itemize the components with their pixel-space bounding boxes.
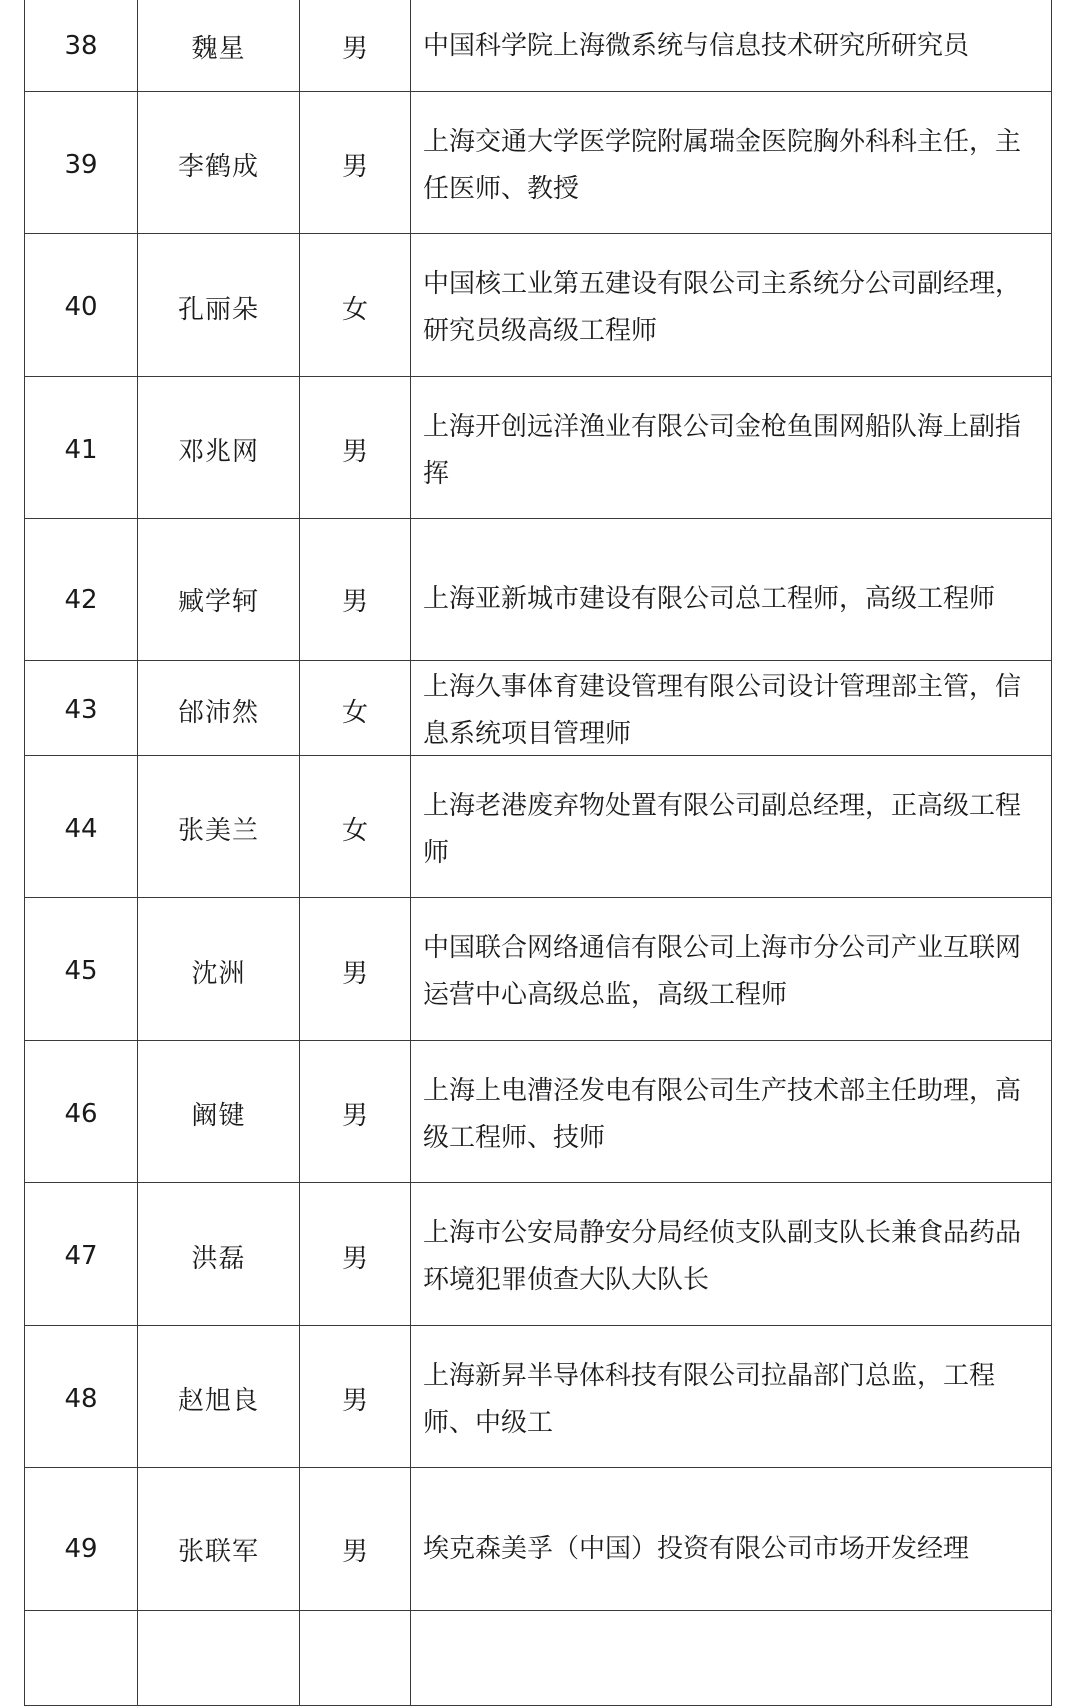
serial-number-cell-text: 49 [64, 1534, 98, 1564]
name-cell-text: 李鹤成 [177, 152, 259, 182]
serial-number-cell [25, 1326, 138, 1468]
gender-cell-text: 男 [341, 1101, 368, 1131]
serial-number-cell [25, 661, 138, 756]
table-row [25, 0, 1052, 92]
serial-number-cell [25, 1183, 138, 1326]
position-line: 研究员级高级工程师 [423, 316, 658, 346]
name-cell-text: 阚键 [191, 1101, 246, 1131]
serial-number-cell-text: 40 [64, 292, 98, 322]
position-line: 环境犯罪侦查大队大队长 [423, 1265, 710, 1295]
position-cell [411, 0, 1052, 92]
position-text [423, 119, 1039, 213]
name-cell [138, 756, 300, 898]
gender-cell [300, 377, 411, 519]
gender-cell [300, 661, 411, 756]
name-cell-text: 臧学轲 [177, 587, 259, 617]
gender-cell [300, 0, 411, 92]
position-text [423, 404, 1039, 498]
serial-number-cell [25, 0, 138, 92]
name-cell-text: 张美兰 [177, 816, 259, 846]
position-cell [411, 92, 1052, 234]
gender-cell [300, 234, 411, 377]
name-cell-text: 孔丽朵 [177, 294, 259, 325]
table-row [25, 1611, 1052, 1706]
name-cell [138, 92, 300, 234]
gender-cell [300, 519, 411, 661]
serial-number-cell-text: 41 [64, 434, 98, 465]
table-row [25, 898, 1052, 1041]
name-cell [138, 1183, 300, 1326]
serial-number-cell [25, 1611, 138, 1706]
position-text [423, 925, 1039, 1019]
name-cell-text: 张联军 [177, 1536, 259, 1567]
name-cell [138, 1611, 300, 1706]
position-cell [411, 1041, 1052, 1183]
serial-number-cell [25, 377, 138, 519]
serial-number-cell-text: 47 [64, 1241, 98, 1271]
serial-number-cell-text: 39 [64, 149, 98, 180]
gender-cell-text: 男 [341, 958, 368, 989]
serial-number-cell [25, 234, 138, 377]
position-cell [411, 661, 1052, 756]
gender-cell-text: 男 [341, 587, 368, 617]
position-cell [411, 1611, 1052, 1706]
position-text [423, 664, 1039, 758]
serial-number-cell-text: 43 [64, 695, 98, 725]
position-line: 上海新昇半导体科技有限公司拉晶部门总监，工程 [423, 1360, 996, 1391]
position-text [423, 576, 1039, 623]
gender-cell-text: 男 [341, 33, 368, 64]
position-text [423, 783, 1039, 877]
name-cell-text: 赵旭良 [177, 1386, 259, 1416]
table-row [25, 756, 1052, 898]
position-cell [411, 756, 1052, 898]
gender-cell [300, 1611, 411, 1706]
gender-cell [300, 92, 411, 234]
position-text [423, 1210, 1039, 1304]
position-line: 挥 [423, 458, 450, 489]
position-text [423, 261, 1039, 355]
serial-number-cell-text: 46 [64, 1098, 98, 1129]
position-line: 师 [423, 837, 450, 868]
position-line: 级工程师、技师 [423, 1122, 606, 1153]
table-row [25, 1326, 1052, 1468]
table-row [25, 1183, 1052, 1326]
serial-number-cell-text: 45 [64, 956, 98, 986]
position-cell [411, 234, 1052, 377]
gender-cell-text: 男 [341, 152, 368, 182]
position-line: 上海开创远洋渔业有限公司金枪鱼围网船队海上副指 [423, 411, 1022, 442]
name-cell [138, 898, 300, 1041]
gender-cell-text: 男 [341, 1536, 368, 1567]
serial-number-cell-text: 44 [64, 813, 98, 844]
position-line: 上海老港废弃物处置有限公司副总经理，正高级工程 [423, 790, 1022, 821]
position-line: 上海交通大学医学院附属瑞金医院胸外科科主任，主 [423, 126, 1022, 157]
serial-number-cell [25, 756, 138, 898]
name-cell [138, 519, 300, 661]
table-row [25, 661, 1052, 756]
gender-cell-text: 男 [341, 1243, 368, 1274]
serial-number-cell-text: 42 [64, 584, 98, 615]
name-cell [138, 661, 300, 756]
position-line: 师、中级工 [423, 1407, 554, 1438]
position-line: 埃克森美孚（中国）投资有限公司市场开发经理 [423, 1533, 970, 1564]
table-row [25, 92, 1052, 234]
table-body [25, 0, 1052, 1706]
name-cell-text: 邰沛然 [177, 697, 259, 728]
position-line: 上海市公安局静安分局经侦支队副支队长兼食品药品 [423, 1218, 1022, 1248]
position-cell [411, 898, 1052, 1041]
gender-cell [300, 1041, 411, 1183]
position-cell [411, 377, 1052, 519]
gender-cell-text: 女 [341, 697, 368, 728]
position-text [423, 1068, 1039, 1162]
position-line: 任医师、教授 [423, 173, 580, 204]
name-cell [138, 1326, 300, 1468]
serial-number-cell [25, 1041, 138, 1183]
position-cell [411, 1468, 1052, 1611]
serial-number-cell [25, 92, 138, 234]
position-text [423, 1353, 1039, 1447]
table-row [25, 377, 1052, 519]
table-row [25, 234, 1052, 377]
serial-number-cell [25, 898, 138, 1041]
position-line: 中国科学院上海微系统与信息技术研究所研究员 [423, 30, 970, 61]
position-line: 中国联合网络通信有限公司上海市分公司产业互联网 [423, 933, 1022, 963]
position-cell [411, 519, 1052, 661]
gender-cell-text: 女 [341, 294, 368, 325]
position-text [423, 1526, 1039, 1573]
serial-number-cell-text: 48 [64, 1383, 98, 1414]
serial-number-cell-text: 38 [64, 31, 98, 61]
personnel-table [24, 0, 1052, 1706]
position-cell [411, 1183, 1052, 1326]
name-cell [138, 234, 300, 377]
position-line: 上海上电漕泾发电有限公司生产技术部主任助理，高 [423, 1075, 1022, 1106]
position-line: 运营中心高级总监，高级工程师 [423, 980, 788, 1010]
serial-number-cell [25, 519, 138, 661]
table-row [25, 519, 1052, 661]
position-cell [411, 1326, 1052, 1468]
gender-cell [300, 1326, 411, 1468]
position-line: 中国核工业第五建设有限公司主系统分公司副经理， [423, 269, 1022, 299]
name-cell [138, 1468, 300, 1611]
gender-cell [300, 898, 411, 1041]
gender-cell-text: 男 [341, 437, 368, 467]
table-row [25, 1041, 1052, 1183]
table-row [25, 1468, 1052, 1611]
position-line: 上海久事体育建设管理有限公司设计管理部主管，信 [423, 672, 1022, 702]
gender-cell-text: 女 [341, 816, 368, 846]
position-text [423, 23, 1039, 70]
position-line: 上海亚新城市建设有限公司总工程师，高级工程师 [423, 584, 996, 614]
name-cell-text: 洪磊 [191, 1243, 246, 1274]
name-cell-text: 沈洲 [191, 958, 246, 989]
position-line: 息系统项目管理师 [423, 719, 632, 749]
name-cell-text: 魏星 [191, 33, 246, 64]
gender-cell-text: 男 [341, 1386, 368, 1416]
name-cell [138, 377, 300, 519]
gender-cell [300, 1468, 411, 1611]
gender-cell [300, 756, 411, 898]
gender-cell [300, 1183, 411, 1326]
name-cell-text: 邓兆网 [177, 437, 259, 467]
name-cell [138, 0, 300, 92]
serial-number-cell [25, 1468, 138, 1611]
name-cell [138, 1041, 300, 1183]
